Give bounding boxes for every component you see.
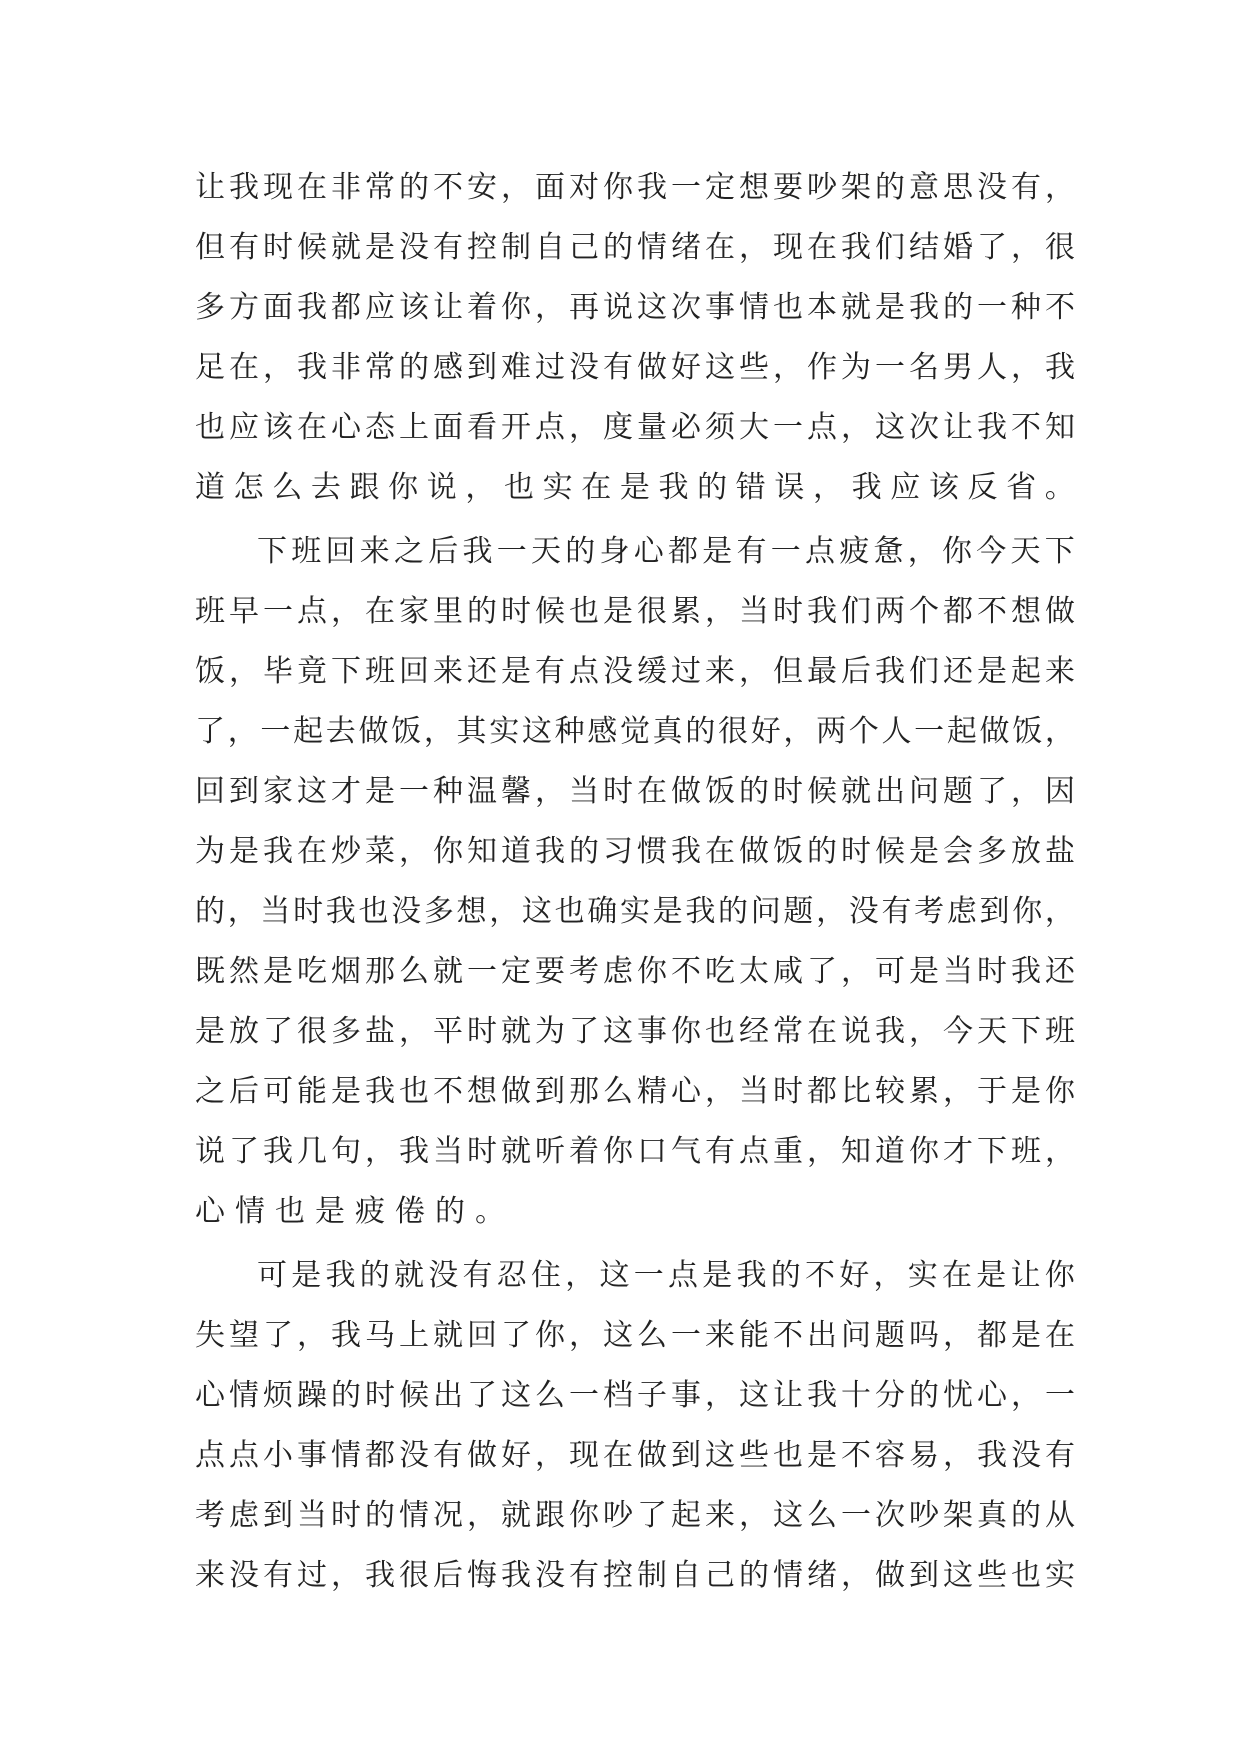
text-line: 心 情 也 是 疲 倦 的 。 (195, 1194, 515, 1229)
text-line: 让 我 现 在 非 常 的 不 安 ， 面 对 你 我 一 定 想 要 吵 架 的 意 思 没 有 ， (195, 170, 1075, 205)
text-line: 回 到 家 这 才 是 一 种 温 馨 ， 当 时 在 做 饭 的 时 候 就 出 问 题 了 ， 因 (195, 774, 1075, 809)
text-line: 的 ， 当 时 我 也 没 多 想 ， 这 也 确 实 是 我 的 问 题 ， 没 有 考 虑 到 你 ， (195, 894, 1075, 929)
paragraph (195, 522, 1075, 1242)
text-line: 也 应 该 在 心 态 上 面 看 开 点 ， 度 量 必 须 大 一 点 ， 这 次 让 我 不 知 (195, 410, 1075, 445)
text-line: 说 了 我 几 句 ， 我 当 时 就 听 着 你 口 气 有 点 重 ， 知 道 你 才 下 班 ， (195, 1134, 1075, 1169)
text-line: 失 望 了 ， 我 马 上 就 回 了 你 ， 这 么 一 来 能 不 出 问 题 吗 ， 都 是 在 (195, 1318, 1075, 1353)
text-line: 考 虑 到 当 时 的 情 况 ， 就 跟 你 吵 了 起 来 ， 这 么 一 次 吵 架 真 的 从 (195, 1498, 1075, 1533)
text-line: 足 在 ， 我 非 常 的 感 到 难 过 没 有 做 好 这 些 ， 作 为 一 名 男 人 ， 我 (195, 350, 1075, 385)
text-line: 可 是 我 的 就 没 有 忍 住 ， 这 一 点 是 我 的 不 好 ， 实 在 是 让 你 (257, 1258, 1075, 1293)
text-line: 了 ， 一 起 去 做 饭 ， 其 实 这 种 感 觉 真 的 很 好 ， 两 个 人 一 起 做 饭 ， (195, 714, 1075, 749)
text-line: 下 班 回 来 之 后 我 一 天 的 身 心 都 是 有 一 点 疲 惫 ， 你 今 天 下 (257, 534, 1075, 569)
text-line: 既 然 是 吃 烟 那 么 就 一 定 要 考 虑 你 不 吃 太 咸 了 ， 可 是 当 时 我 还 (195, 954, 1075, 989)
text-line: 为 是 我 在 炒 菜 ， 你 知 道 我 的 习 惯 我 在 做 饭 的 时 候 是 会 多 放 盐 (195, 834, 1075, 869)
text-line: 心 情 烦 躁 的 时 候 出 了 这 么 一 档 子 事 ， 这 让 我 十 分 的 忧 心 ， 一 (195, 1378, 1075, 1413)
text-line: 班 早 一 点 ， 在 家 里 的 时 候 也 是 很 累 ， 当 时 我 们 两 个 都 不 想 做 (195, 594, 1075, 629)
document-body (195, 158, 1075, 1606)
text-line: 道 怎 么 去 跟 你 说 ， 也 实 在 是 我 的 错 误 ， 我 应 该 反 省 。 (195, 470, 1075, 505)
text-line: 是 放 了 很 多 盐 ， 平 时 就 为 了 这 事 你 也 经 常 在 说 我 ， 今 天 下 班 (195, 1014, 1075, 1049)
text-line: 但 有 时 候 就 是 没 有 控 制 自 己 的 情 绪 在 ， 现 在 我 们 结 婚 了 ， 很 (195, 230, 1075, 265)
paragraph (195, 1246, 1075, 1606)
text-line: 之 后 可 能 是 我 也 不 想 做 到 那 么 精 心 ， 当 时 都 比 较 累 ， 于 是 你 (195, 1074, 1075, 1109)
text-line: 饭 ， 毕 竟 下 班 回 来 还 是 有 点 没 缓 过 来 ， 但 最 后 我 们 还 是 起 来 (195, 654, 1075, 689)
text-line: 来 没 有 过 ， 我 很 后 悔 我 没 有 控 制 自 己 的 情 绪 ， 做 到 这 些 也 实 (195, 1558, 1075, 1593)
text-line: 点 点 小 事 情 都 没 有 做 好 ， 现 在 做 到 这 些 也 是 不 容 易 ， 我 没 有 (195, 1438, 1075, 1473)
text-line: 多 方 面 我 都 应 该 让 着 你 ， 再 说 这 次 事 情 也 本 就 是 我 的 一 种 不 (195, 290, 1075, 325)
paragraph (195, 158, 1075, 518)
